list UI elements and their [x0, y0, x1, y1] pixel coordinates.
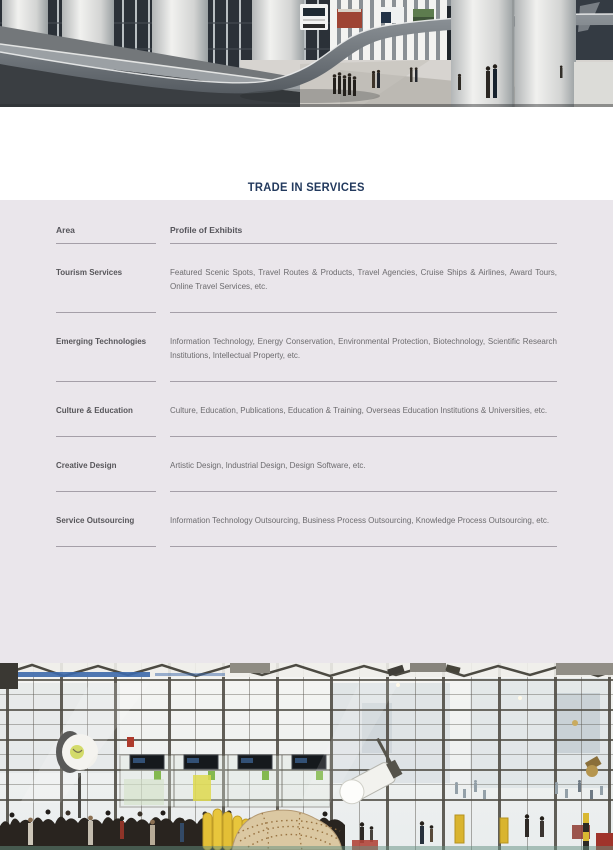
profile-cell: Information Technology, Energy Conservation, Environmental Protection, Biotechnology, Scientific Research Institutions, Intellectual Property, etc.: [170, 313, 557, 382]
profile-cell: Culture, Education, Publications, Education & Training, Overseas Education Institutions & Universities, etc.: [170, 382, 557, 437]
column-header-profile: Profile of Exhibits: [170, 200, 557, 244]
area-cell: Tourism Services: [56, 244, 156, 313]
table-body: [56, 244, 557, 547]
table-row: [56, 437, 557, 492]
area-cell: Service Outsourcing: [56, 492, 156, 547]
column-header-area: Area: [56, 200, 156, 244]
table-header-row: [56, 200, 557, 244]
flyover-illustration: [0, 0, 613, 107]
exhibition-hall-illustration: [0, 663, 613, 850]
page-title: TRADE IN SERVICES: [248, 182, 365, 194]
hero-photo-flyover: [0, 0, 613, 107]
trade-in-services-panel: [0, 200, 613, 663]
area-cell: Emerging Technologies: [56, 313, 156, 382]
table-row: [56, 382, 557, 437]
profile-cell: Artistic Design, Industrial Design, Design Software, etc.: [170, 437, 557, 492]
profile-cell: Information Technology Outsourcing, Business Process Outsourcing, Knowledge Process Outsourcing, etc.: [170, 492, 557, 547]
yellow-post: [455, 815, 464, 843]
table-row: [56, 313, 557, 382]
table-row: [56, 244, 557, 313]
blue-pipe: [0, 672, 150, 677]
area-cell: Culture & Education: [56, 382, 156, 437]
hero-photo-exhibition-hall: [0, 663, 613, 850]
profile-cell: Featured Scenic Spots, Travel Routes & Products, Travel Agencies, Cruise Ships & Airlines, Award Tours, Online Travel Services, etc.: [170, 244, 557, 313]
title-section: [0, 107, 613, 200]
entrance-gates: [120, 755, 330, 807]
table-row: [56, 492, 557, 547]
striped-pole: [583, 813, 589, 850]
yellow-post: [500, 818, 508, 843]
red-wall-sign: [127, 737, 134, 747]
area-cell: Creative Design: [56, 437, 156, 492]
